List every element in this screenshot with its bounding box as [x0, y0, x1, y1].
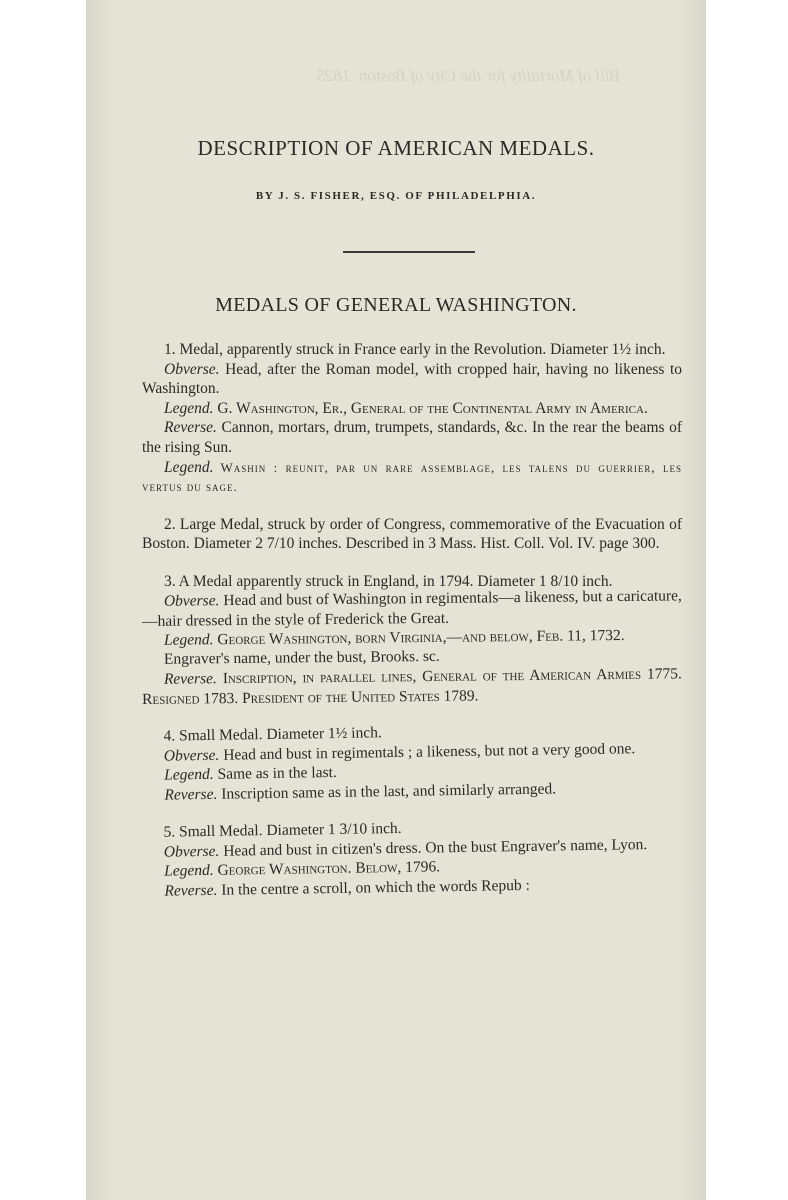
entry-lead: 2. Large Medal, struck by order of Congress, commemorative of the Evacuation of Boston. Diameter 2 7/10 inches. Described in 3 Mass. Hist. Coll. Vol. IV. page 300.	[142, 515, 682, 553]
entry-legend: Legend. George Washington, born Virginia,—and below, Feb. 11, 1732.	[163, 626, 625, 649]
medal-entry-2	[142, 515, 682, 554]
entry-lead: 5. Small Medal. Diameter 1 3/10 inch.	[163, 820, 402, 842]
entry-obverse: Obverse. Head and bust in regimentals ; a likeness, but not a very good one.	[163, 739, 636, 765]
medal-entry-1	[142, 340, 682, 497]
entry-engraver: Engraver's name, under the bust, Brooks. sc.	[163, 648, 440, 669]
entry-lead: 3. A Medal apparently struck in England, in 1794. Diameter 1 8/10 inch.	[164, 572, 613, 590]
entry-lead: 4. Small Medal. Diameter 1½ inch.	[163, 724, 382, 745]
author-byline: BY J. S. FISHER, ESQ. OF PHILADELPHIA.	[255, 190, 537, 202]
entry-reverse: Reverse. Cannon, mortars, drum, trumpets, standards, &c. In the rear the beams of the rising Sun.	[142, 419, 682, 456]
divider-rule	[343, 251, 475, 253]
entry-legend-reverse: Legend. Washin : reunit, par un rare assemblage, les talens du guerrier, les vertus du sage.	[142, 458, 682, 495]
page-title: DESCRIPTION OF AMERICAN MEDALS.	[197, 136, 595, 160]
entry-obverse: Obverse. Head and bust in citizen's dress. On the bust Engraver's name, Lyon.	[163, 836, 648, 861]
medal-entry-5	[141, 815, 682, 902]
entry-reverse: Reverse. Inscription same as in the last, and similarly arranged.	[164, 780, 557, 804]
entry-reverse: Reverse. Inscription, in parallel lines, General of the American Armies 1775. Resigned 1783. President of the United States 1789.	[142, 665, 682, 708]
section-title: MEDALS OF GENERAL WASHINGTON.	[215, 294, 577, 316]
bleed-through-text: Bill of Mortality for the City of Boston. 1825	[316, 66, 620, 85]
medal-entry-3	[142, 572, 682, 709]
medal-entry-4	[141, 719, 682, 806]
entry-obverse: Obverse. Head, after the Roman model, with cropped hair, having no likeness to Washington.	[142, 360, 682, 398]
entry-legend: Legend. Same as in the last.	[164, 764, 337, 784]
entry-legend: Legend. George Washington. Below, 1796.	[164, 858, 441, 881]
medal-entries	[142, 340, 682, 920]
entry-obverse: Obverse. Head and bust of Washington in regimentals—a likeness, but a caricature,—hair dressed in the style of Frederick the Great.	[142, 586, 682, 630]
entry-lead: 1. Medal, apparently struck in France early in the Revolution. Diameter 1½ inch.	[164, 341, 666, 358]
entry-reverse: Reverse. In the centre a scroll, on which the words Repub :	[164, 877, 530, 900]
entry-legend: Legend. G. Washington, Er., General of the Continental Army in America.	[164, 399, 648, 417]
